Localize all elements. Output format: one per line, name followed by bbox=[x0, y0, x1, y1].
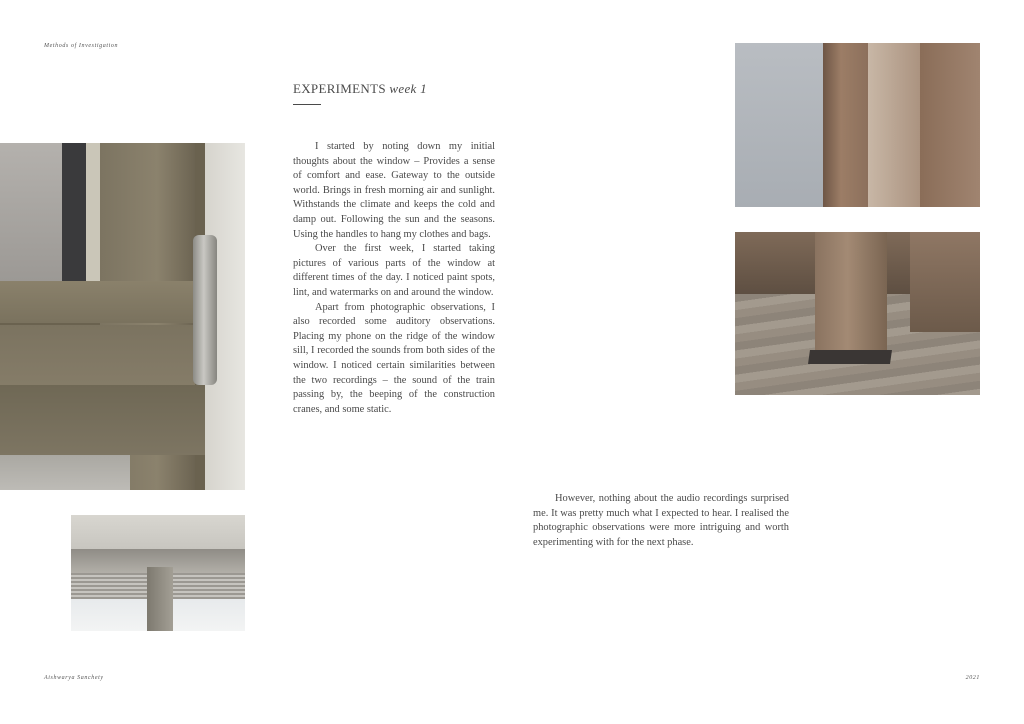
photo-window-frame-edge bbox=[735, 43, 980, 207]
photo-window-base-floor bbox=[735, 232, 980, 395]
photo-window-hinge bbox=[0, 143, 245, 490]
title-underline bbox=[293, 104, 321, 105]
title-sub: week 1 bbox=[389, 81, 427, 96]
paragraph-1: I started by noting down my initial thoughts about the window – Provides a sense of comfort and ease. Gateway to the outside world. Brings in fresh morning air and sunlight. Withstands the climate and keeps the cold and damp out. Following the sun and the seasons. Using the handles to hang my clothes and bags. bbox=[293, 141, 495, 240]
paragraph-2: Over the first week, I started taking pictures of various parts of the window at different times of the day. I noticed paint spots, lint, and watermarks on and around the window. bbox=[293, 243, 495, 298]
conclusion-paragraph: However, nothing about the audio recordings surprised me. It was pretty much what I expected to hear. I realised the photographic observations were more intriguing and worth experimenting with for the next phase. bbox=[533, 493, 789, 548]
header-section-label: Methods of Investigation bbox=[44, 43, 119, 49]
footer-year: 2021 bbox=[965, 675, 980, 681]
paragraph-3: Apart from photographic observations, I also recorded some auditory observations. Placing my phone on the ridge of the window sill, I recorded the sounds from both sides of the window. I noticed certain similarities between the two recordings – the sound of the train passing by, the beeping of the construction cranes, and some static. bbox=[293, 301, 495, 415]
conclusion-text bbox=[533, 492, 789, 550]
photo-window-sill bbox=[71, 515, 245, 631]
title-main: EXPERIMENTS bbox=[293, 81, 386, 96]
footer-author: Aishwarya Sanchety bbox=[44, 675, 104, 681]
page-title bbox=[293, 81, 427, 97]
body-text-column bbox=[293, 140, 495, 417]
